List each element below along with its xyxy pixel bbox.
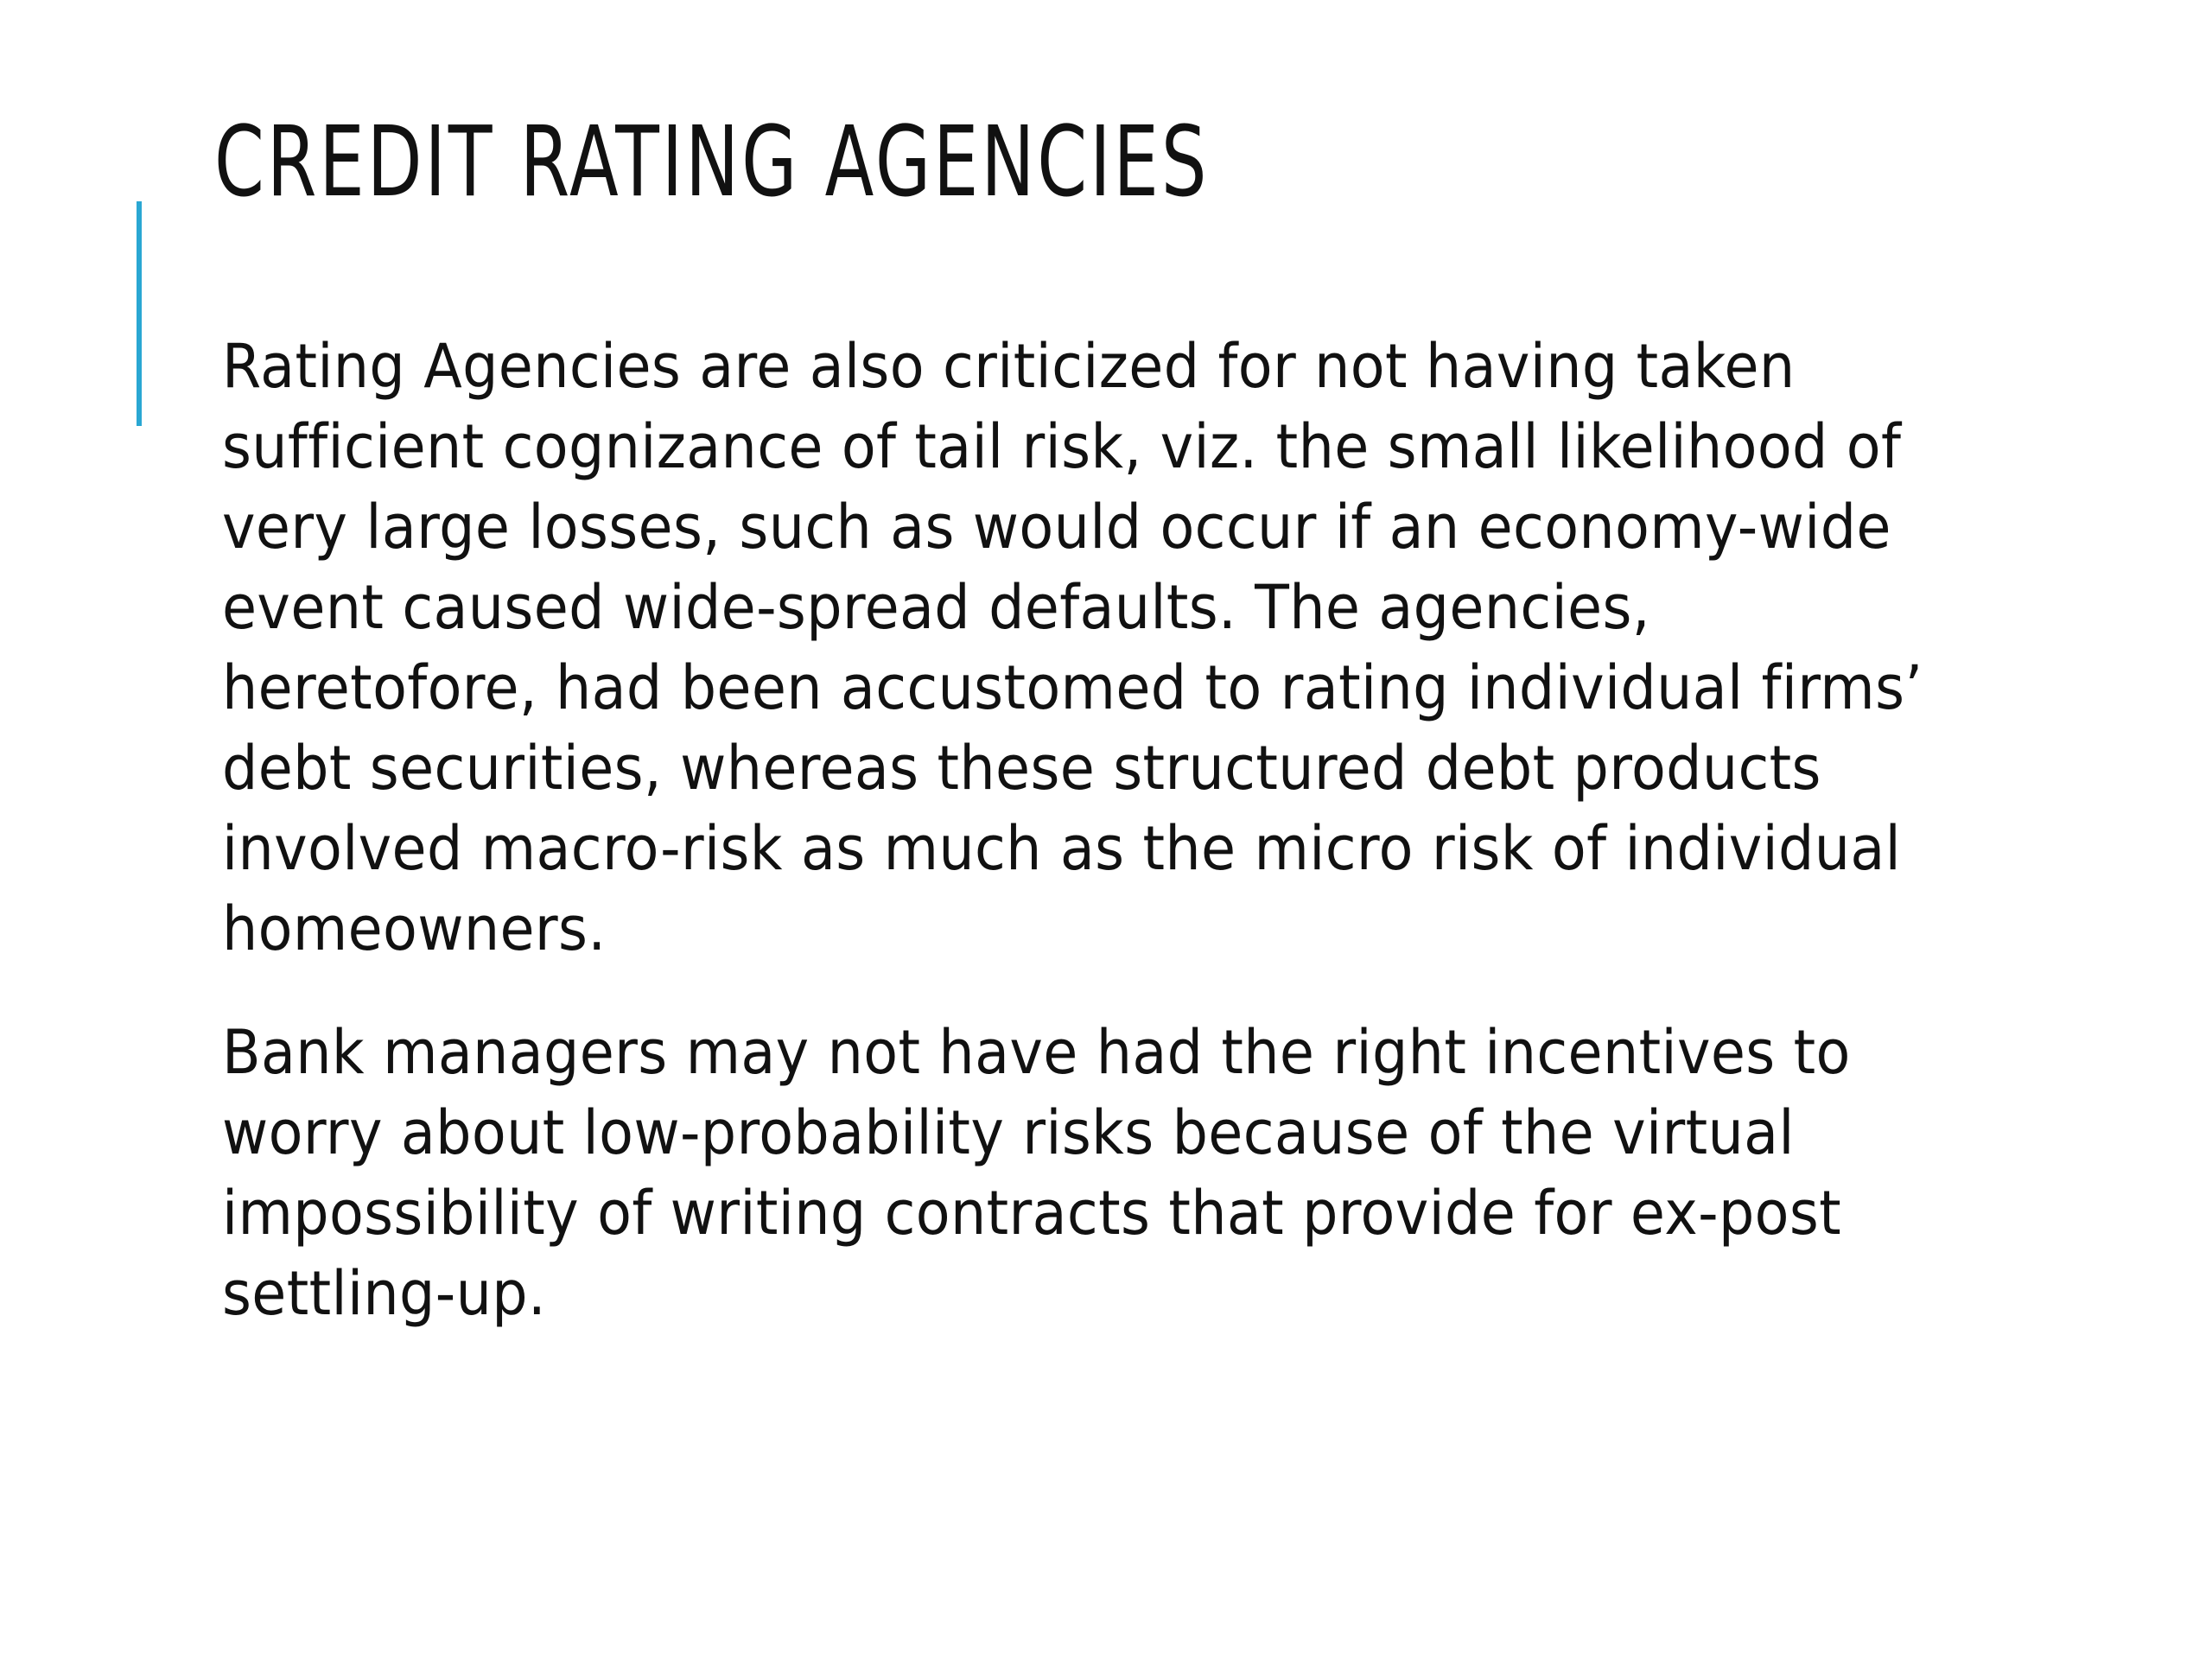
- body-paragraph-1: Rating Agencies are also criticized for not having taken sufficient cognizance of tail risk, viz. the small likelihood of very large losses, such as would occur if an economy-wide event caused wide-spread defaults. The agencies, heretofore, had been accustomed to rating individual firms’ debt securities, whereas these structured debt products involved macro-risk as much as the micro risk of individual homeowners.: [222, 331, 1923, 964]
- body-paragraph-2: Bank managers may not have had the right incentives to worry about low-probability risks because of the virtual impossibility of writing contracts that provide for ex-post settling-up.: [222, 1017, 1851, 1329]
- slide-title: CREDIT RATING AGENCIES: [214, 106, 1210, 219]
- slide-body: [222, 327, 1993, 1377]
- title-accent-bar: [137, 201, 142, 426]
